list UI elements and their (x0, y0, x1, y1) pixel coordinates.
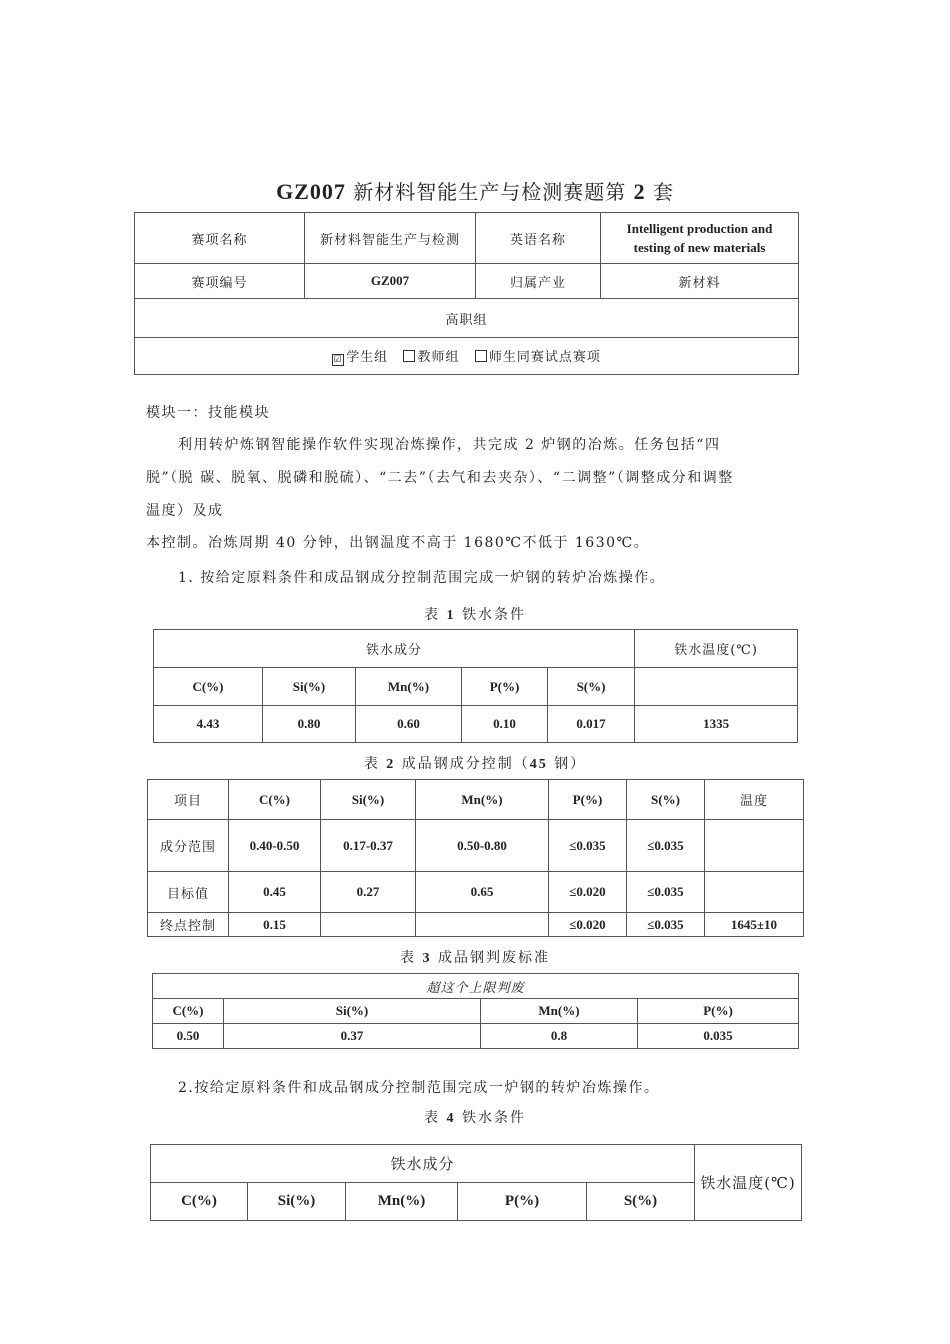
table1-header-c: C(%) (154, 668, 263, 706)
table4-caption: 表 4 铁水条件 (424, 1110, 526, 1126)
table-1 (153, 629, 798, 743)
table4-header-mn: Mn(%) (346, 1183, 458, 1221)
table1-cell: 0.60 (356, 706, 462, 743)
group-joint-label: 师生同赛试点赛项 (488, 350, 601, 365)
checkbox-joint[interactable] (475, 350, 487, 362)
table1-cell: 1335 (635, 706, 798, 743)
table1-temp-header: 铁水温度(℃) (635, 630, 798, 668)
document-title: GZ007 新材料智能生产与检测赛题第 2 套 (276, 179, 674, 204)
table2-cell: 0.45 (229, 872, 321, 913)
table3-cell: 0.035 (638, 1024, 799, 1049)
table-3 (152, 973, 799, 1049)
table3-cell: 0.8 (481, 1024, 638, 1049)
table2-header-s: S(%) (627, 780, 705, 820)
table3-header-si: Si(%) (224, 999, 481, 1024)
table2-header-mn: Mn(%) (416, 780, 549, 820)
table3-header-mn: Mn(%) (481, 999, 638, 1024)
module-heading: 模块一：技能模块 (146, 405, 270, 421)
table1-group-header: 铁水成分 (154, 630, 635, 668)
table2-cell: ≤0.035 (549, 820, 627, 872)
checkbox-student[interactable]: ☑ (333, 355, 343, 365)
table1-cell: 0.017 (548, 706, 635, 743)
info-table (134, 212, 799, 375)
table2-cell: 0.27 (321, 872, 416, 913)
table1-caption: 表 1 铁水条件 (424, 607, 526, 623)
table2-cell (705, 820, 804, 872)
table2-row-label: 目标值 (148, 872, 229, 913)
en-label: 英语名称 (476, 213, 601, 264)
table2-cell: 0.15 (229, 913, 321, 937)
table2-header-c: C(%) (229, 780, 321, 820)
table1-header-p: P(%) (462, 668, 548, 706)
group-teacher-label: 教师组 (417, 350, 460, 365)
table3-cell: 0.50 (153, 1024, 224, 1049)
table3-caption: 表 3 成品钢判废标准 (400, 950, 550, 966)
table1-header-s: S(%) (548, 668, 635, 706)
table2-cell: ≤0.020 (549, 872, 627, 913)
table2-cell: 0.17-0.37 (321, 820, 416, 872)
table3-header-c: C(%) (153, 999, 224, 1024)
table2-cell: 0.40-0.50 (229, 820, 321, 872)
code-label: 赛项编号 (135, 264, 305, 299)
name-value: 新材料智能生产与检测 (305, 213, 476, 264)
table2-cell: ≤0.020 (549, 913, 627, 937)
intro-line-2: 脱”（脱 碳、脱氧、脱磷和脱硫）、“二去”（去气和去夹杂）、“二调整”（调整成分和调整 (146, 470, 734, 486)
table2-cell (321, 913, 416, 937)
group-options (135, 338, 799, 375)
table1-header-empty (635, 668, 798, 706)
intro-line-1: 利用转炉炼钢智能操作软件实现冶炼操作，共完成 2 炉钢的冶炼。任务包括“四 (178, 437, 721, 453)
table2-header-p: P(%) (549, 780, 627, 820)
table4-header-s: S(%) (587, 1183, 695, 1221)
table4-temp-header: 铁水温度(℃) (695, 1145, 802, 1221)
table-4 (150, 1144, 802, 1221)
table2-header-si: Si(%) (321, 780, 416, 820)
table2-cell: ≤0.035 (627, 872, 705, 913)
industry-label: 归属产业 (476, 264, 601, 299)
step-2: 2.按给定原料条件和成品钢成分控制范围完成一炉钢的转炉冶炼操作。 (178, 1080, 660, 1096)
table1-header-mn: Mn(%) (356, 668, 462, 706)
intro-line-4: 本控制。冶炼周期 40 分钟，出钢温度不高于 1680℃不低于 1630℃。 (146, 535, 650, 551)
table2-cell: ≤0.035 (627, 913, 705, 937)
table2-cell: 1645±10 (705, 913, 804, 937)
table4-header-c: C(%) (151, 1183, 248, 1221)
table2-row-label: 终点控制 (148, 913, 229, 937)
code-value: GZ007 (305, 264, 476, 299)
table2-cell: 0.65 (416, 872, 549, 913)
table2-cell (705, 872, 804, 913)
en-value: Intelligent production and testing of new materials (601, 213, 799, 264)
table1-header-si: Si(%) (263, 668, 356, 706)
name-label: 赛项名称 (135, 213, 305, 264)
table2-cell: 0.50-0.80 (416, 820, 549, 872)
table2-cell (416, 913, 549, 937)
table3-header-p: P(%) (638, 999, 799, 1024)
table1-cell: 4.43 (154, 706, 263, 743)
table3-group-header: 超这个上限判废 (153, 974, 799, 999)
checkbox-teacher[interactable] (403, 350, 415, 362)
table4-group-header: 铁水成分 (151, 1145, 695, 1183)
table1-cell: 0.10 (462, 706, 548, 743)
table2-caption: 表 2 成品钢成分控制（45 钢） (363, 756, 587, 772)
table2-header-item: 项目 (148, 780, 229, 820)
table1-cell: 0.80 (263, 706, 356, 743)
industry-value: 新材料 (601, 264, 799, 299)
table2-row-label: 成分范围 (148, 820, 229, 872)
table4-header-si: Si(%) (248, 1183, 346, 1221)
table4-header-p: P(%) (458, 1183, 587, 1221)
table2-cell: ≤0.035 (627, 820, 705, 872)
step-1: 1. 按给定原料条件和成品钢成分控制范围完成一炉钢的转炉冶炼操作。 (178, 570, 666, 586)
intro-line-3: 温度）及成 (146, 503, 224, 519)
table3-cell: 0.37 (224, 1024, 481, 1049)
group-student-label: 学生组 (346, 350, 389, 365)
level: 高职组 (135, 299, 799, 338)
table-2 (147, 779, 804, 937)
table2-header-temp: 温度 (705, 780, 804, 820)
